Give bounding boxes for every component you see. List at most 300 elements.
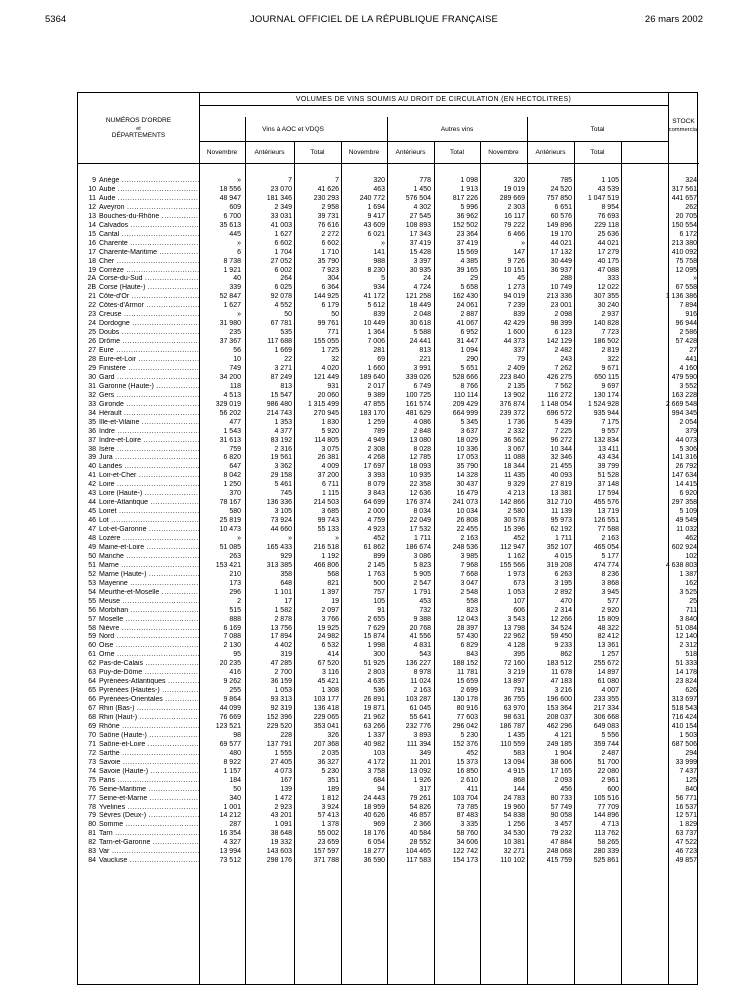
total-total: 2 937 xyxy=(601,311,619,319)
dept-number: 19 xyxy=(88,266,96,274)
autres-anterieurs: 4 831 xyxy=(413,642,431,650)
stock-commercial: 75 758 xyxy=(675,257,697,265)
dept-number: 58 xyxy=(88,624,96,632)
dept-name: Saône-et-Loire ..... xyxy=(99,741,199,750)
autres-total: 58 760 xyxy=(456,830,478,838)
aoc-novembre: 20 235 xyxy=(219,660,241,668)
total-total: 8 954 xyxy=(601,203,619,211)
autres-anterieurs: 13 080 xyxy=(409,436,431,444)
table-row xyxy=(78,786,699,795)
total-anterieurs: 456 xyxy=(560,785,572,793)
autres-total: 823 xyxy=(466,606,478,614)
table-row xyxy=(78,589,699,598)
table-row xyxy=(78,329,699,338)
aoc-total: 2 958 xyxy=(321,203,339,211)
aoc-total: 3 766 xyxy=(321,615,339,623)
aoc-total: 2 272 xyxy=(321,230,339,238)
aoc-total: 1 115 xyxy=(322,490,339,498)
total-novembre: 7 239 xyxy=(507,302,525,310)
stock-commercial: 916 xyxy=(685,311,697,319)
autres-novembre: 24 443 xyxy=(363,794,385,802)
aoc-novembre: 56 202 xyxy=(219,409,241,417)
aoc-novembre: 34 200 xyxy=(219,373,241,381)
dept-name: Savoie (Haute-) ..... xyxy=(99,768,199,777)
total-anterieurs: 10 749 xyxy=(550,284,572,292)
dept-name: Eure ..... xyxy=(99,347,199,356)
total-novembre: 142 866 xyxy=(499,499,525,507)
stock-commercial: 4 638 803 xyxy=(665,561,697,569)
autres-total: 248 536 xyxy=(452,543,478,551)
aoc-anterieurs: 1 353 xyxy=(274,418,292,426)
total-novembre: 223 840 xyxy=(499,373,525,381)
total-total: 359 744 xyxy=(593,740,619,748)
total-total: 1 105 xyxy=(601,177,619,184)
total-novembre: 3 543 xyxy=(507,615,525,623)
aoc-anterieurs: 1 627 xyxy=(274,230,292,238)
autres-total: 10 034 xyxy=(456,508,478,516)
total-anterieurs: 98 399 xyxy=(550,320,572,328)
aoc-novembre: 44 099 xyxy=(219,705,241,713)
autres-anterieurs: 8 028 xyxy=(413,445,431,453)
autres-novembre: 8 079 xyxy=(367,481,385,489)
dept-number: 34 xyxy=(88,409,96,417)
autres-total: 2 887 xyxy=(460,311,478,319)
stock-commercial: 14 178 xyxy=(675,669,697,677)
col-header-novembre: Novembre xyxy=(206,149,238,156)
stock-commercial: 150 554 xyxy=(671,221,697,229)
total-anterieurs: 80 733 xyxy=(550,794,572,802)
aoc-novembre: 416 xyxy=(229,669,241,677)
aoc-anterieurs: 2 700 xyxy=(274,669,292,677)
total-anterieurs: 415 759 xyxy=(546,857,572,865)
dept-header-line1: NUMÉROS D'ORDRE xyxy=(105,117,172,124)
dept-name: Tarn-et-Garonne ..... xyxy=(99,839,199,848)
total-novembre: 32 271 xyxy=(503,848,525,856)
table-row xyxy=(78,401,699,410)
total-novembre: 79 222 xyxy=(503,221,525,229)
dept-number: 26 xyxy=(88,338,96,346)
aoc-novembre: 9 864 xyxy=(223,696,241,704)
aoc-novembre: 50 xyxy=(233,785,241,793)
total-anterieurs: 17 165 xyxy=(550,767,572,775)
autres-anterieurs: 11 201 xyxy=(410,758,431,766)
total-anterieurs: 60 576 xyxy=(550,212,572,220)
dept-number: 25 xyxy=(88,329,96,337)
dept-name: Rhin (Bas-) ..... xyxy=(99,705,199,714)
autres-anterieurs: 6 749 xyxy=(413,382,431,390)
table-row xyxy=(78,302,699,311)
aoc-novembre: 759 xyxy=(229,445,241,453)
stock-commercial: 46 723 xyxy=(675,848,697,856)
autres-novembre: 2 017 xyxy=(367,382,385,390)
total-anterieurs: 7 562 xyxy=(554,382,572,390)
autres-total: 188 152 xyxy=(452,660,478,668)
table-row xyxy=(78,267,699,276)
total-anterieurs: 95 973 xyxy=(550,517,572,525)
total-novembre: 337 xyxy=(513,347,525,355)
dept-name: Sarthe ..... xyxy=(99,750,199,759)
dept-name: Saône (Haute-) ..... xyxy=(99,732,199,741)
stock-commercial: 96 944 xyxy=(675,320,697,328)
aoc-novembre: 4 327 xyxy=(223,839,241,847)
wine-volume-table xyxy=(77,92,698,985)
total-novembre: 18 344 xyxy=(503,463,525,471)
total-novembre: 6 466 xyxy=(507,230,525,238)
aoc-total: 466 806 xyxy=(313,561,339,569)
total-anterieurs: 116 272 xyxy=(547,391,572,399)
total-novembre: 13 897 xyxy=(503,678,525,686)
dept-name: Vaucluse ..... xyxy=(99,857,199,866)
dept-name: Rhin (Haut-) ..... xyxy=(99,714,199,723)
dept-number: 78 xyxy=(88,803,96,811)
autres-total: 130 178 xyxy=(452,696,478,704)
dept-name: Ille-et-Vilaine ..... xyxy=(99,419,199,428)
total-novembre: 112 947 xyxy=(500,543,525,551)
autres-anterieurs: 24 441 xyxy=(409,338,431,346)
aoc-anterieurs: 29 158 xyxy=(270,472,292,480)
stock-commercial: 11 032 xyxy=(676,526,697,534)
dept-number: 24 xyxy=(88,320,96,328)
aoc-total: 144 925 xyxy=(313,293,339,301)
total-total: 233 355 xyxy=(593,696,619,704)
total-total: 217 334 xyxy=(593,705,619,713)
total-anterieurs: 90 058 xyxy=(550,812,572,820)
autres-novembre: 5 612 xyxy=(367,302,385,310)
autres-novembre: 1 364 xyxy=(367,329,385,337)
autres-total: 41 067 xyxy=(456,320,478,328)
aoc-anterieurs: 214 743 xyxy=(266,409,292,417)
total-anterieurs: 7 225 xyxy=(554,427,572,435)
autres-anterieurs: 54 826 xyxy=(409,803,431,811)
dept-name: Oise ..... xyxy=(99,642,199,651)
total-novembre: 1 256 xyxy=(507,821,525,829)
stock-commercial: 1 136 386 xyxy=(665,293,697,301)
aoc-anterieurs: 1 053 xyxy=(274,687,292,695)
stock-commercial: 57 428 xyxy=(675,338,697,346)
autres-novembre: 1 763 xyxy=(367,570,385,578)
autres-novembre: 684 xyxy=(373,776,385,784)
autres-novembre: 19 871 xyxy=(363,705,385,713)
stock-commercial: 102 xyxy=(685,552,697,560)
total-total: 48 322 xyxy=(597,624,619,632)
aoc-total: 7 xyxy=(335,177,339,184)
autres-novembre: 899 xyxy=(373,552,385,560)
dept-number: 40 xyxy=(88,463,96,471)
autres-total: 8 766 xyxy=(460,382,478,390)
autres-novembre: 4 635 xyxy=(367,678,385,686)
aoc-anterieurs: 6 025 xyxy=(274,284,292,292)
dept-number: 61 xyxy=(88,651,96,659)
table-row xyxy=(78,356,699,365)
autres-novembre: 1 259 xyxy=(367,418,385,426)
aoc-total: 6 179 xyxy=(321,302,339,310)
autres-total: 162 430 xyxy=(452,293,478,301)
dept-name: Corse (Haute-) ..... xyxy=(99,284,199,293)
autres-anterieurs: 3 893 xyxy=(413,731,431,739)
aoc-total: 6 711 xyxy=(322,481,339,489)
autres-total: 30 437 xyxy=(456,481,478,489)
autres-anterieurs: 543 xyxy=(419,651,431,659)
autres-anterieurs: 3 086 xyxy=(413,552,431,560)
dept-name: Indre ..... xyxy=(99,428,199,437)
dept-number: 35 xyxy=(88,418,96,426)
aoc-total: 1 725 xyxy=(321,347,339,355)
total-anterieurs: 7 262 xyxy=(554,364,572,372)
stock-commercial: 441 657 xyxy=(671,194,697,202)
table-row xyxy=(78,687,699,696)
dept-number: 70 xyxy=(88,731,96,739)
dept-name: Côtes-d'Armor ..... xyxy=(99,302,199,311)
aoc-novembre: 647 xyxy=(229,463,241,471)
total-anterieurs: 208 037 xyxy=(546,714,572,721)
dept-header-line2: et xyxy=(136,126,141,132)
aoc-total: 24 982 xyxy=(317,633,339,641)
dept-name: Somme ..... xyxy=(99,821,199,830)
autres-anterieurs: 18 449 xyxy=(409,302,431,310)
dept-number: 82 xyxy=(88,839,96,847)
dept-name: Gard ..... xyxy=(99,374,199,383)
total-total: 77 588 xyxy=(597,526,619,534)
aoc-anterieurs: 4 552 xyxy=(274,302,292,310)
table-row xyxy=(78,714,699,723)
aoc-total: 353 041 xyxy=(313,722,339,730)
stock-commercial: 410 092 xyxy=(671,248,697,256)
aoc-total: 35 790 xyxy=(317,257,339,265)
stock-commercial: 163 228 xyxy=(671,391,697,399)
aoc-total: 3 116 xyxy=(322,669,339,677)
autres-novembre: 4 949 xyxy=(367,436,385,444)
autres-novembre: 240 772 xyxy=(359,194,385,202)
total-total: 333 xyxy=(607,275,619,283)
aoc-anterieurs: 358 xyxy=(280,570,292,578)
autres-novembre: 452 xyxy=(373,535,385,542)
aoc-total: 41 626 xyxy=(317,185,339,193)
total-novembre: 1 973 xyxy=(507,570,525,578)
autres-total: 16 850 xyxy=(456,767,478,775)
stock-commercial: 313 697 xyxy=(671,696,697,704)
total-anterieurs: 47 183 xyxy=(550,678,572,686)
aoc-total: 931 xyxy=(327,382,339,390)
autres-anterieurs: 18 093 xyxy=(409,463,431,471)
total-anterieurs: 34 524 xyxy=(550,624,572,632)
table-row xyxy=(78,454,699,463)
table-row xyxy=(78,750,699,759)
total-novembre: 3 067 xyxy=(507,445,525,453)
aoc-total: 114 805 xyxy=(314,436,339,444)
autres-total: 5 658 xyxy=(460,284,478,292)
autres-anterieurs: 161 574 xyxy=(405,400,431,408)
aoc-anterieurs: 3 362 xyxy=(274,463,292,471)
autres-anterieurs: 17 343 xyxy=(409,230,431,238)
autres-novembre: » xyxy=(381,239,385,247)
autres-total: 2 610 xyxy=(460,776,478,784)
autres-anterieurs: 10 935 xyxy=(409,472,431,480)
dept-number: 77 xyxy=(88,794,96,802)
total-anterieurs: 2 482 xyxy=(554,347,572,355)
aoc-anterieurs: 986 480 xyxy=(266,400,292,408)
autres-total: 452 xyxy=(466,749,478,757)
total-novembre: 2 409 xyxy=(507,364,525,372)
aoc-anterieurs: 41 003 xyxy=(270,221,292,229)
autres-novembre: 1 694 xyxy=(367,203,385,211)
aoc-total: 5 920 xyxy=(321,427,339,435)
dept-name: Puy-de-Dôme ..... xyxy=(99,669,199,678)
total-total: 77 709 xyxy=(597,803,619,811)
aoc-novembre: 118 xyxy=(229,382,241,390)
total-novembre: 9 329 xyxy=(507,481,525,489)
total-total: 8 236 xyxy=(601,570,619,578)
autres-novembre: 5 xyxy=(381,275,385,283)
total-anterieurs: 142 129 xyxy=(546,338,572,346)
autres-anterieurs: 453 xyxy=(419,597,431,605)
table-row xyxy=(78,696,699,705)
aoc-novembre: 1 250 xyxy=(223,481,241,489)
dept-number: 44 xyxy=(88,499,96,507)
autres-anterieurs: 1 711 xyxy=(414,535,431,542)
journal-title: JOURNAL OFFICIEL DE LA RÉPUBLIQUE FRANÇAISE xyxy=(249,14,499,25)
total-novembre: 239 372 xyxy=(499,409,525,417)
aoc-anterieurs: 1 582 xyxy=(274,606,292,614)
total-novembre: 2 303 xyxy=(507,203,525,211)
total-novembre: 36 562 xyxy=(503,436,525,444)
aoc-total: 36 327 xyxy=(317,758,339,766)
total-novembre: 395 xyxy=(513,651,525,659)
autres-total: 77 603 xyxy=(456,714,478,721)
total-novembre: 1 162 xyxy=(507,552,525,560)
autres-anterieurs: 339 026 xyxy=(405,373,431,381)
total-novembre: 320 xyxy=(513,177,525,184)
total-anterieurs: 3 457 xyxy=(554,821,572,829)
stock-commercial: 3 525 xyxy=(679,588,697,596)
stock-commercial: 147 634 xyxy=(671,472,697,480)
total-novembre: 2 580 xyxy=(507,508,525,516)
dept-number: 74 xyxy=(88,767,96,775)
autres-total: 296 042 xyxy=(452,722,478,730)
autres-novembre: 18 277 xyxy=(363,848,385,856)
total-anterieurs: 470 xyxy=(560,597,572,605)
dept-name: Tarn ..... xyxy=(99,830,199,839)
autres-anterieurs: 108 893 xyxy=(405,221,431,229)
autres-anterieurs: 232 776 xyxy=(405,722,431,730)
aoc-anterieurs: 319 xyxy=(280,651,292,659)
total-anterieurs: 23 001 xyxy=(550,302,572,310)
total-anterieurs: 3 195 xyxy=(554,579,572,587)
total-novembre: 1 053 xyxy=(507,588,525,596)
dept-name: Jura ..... xyxy=(99,454,199,463)
autres-anterieurs: 111 394 xyxy=(406,740,431,748)
aoc-novembre: 370 xyxy=(229,490,241,498)
total-anterieurs: 24 520 xyxy=(550,185,572,193)
total-novembre: 9 726 xyxy=(507,257,525,265)
autres-total: 7 968 xyxy=(460,561,478,569)
aoc-anterieurs: 87 249 xyxy=(270,373,292,381)
aoc-novembre: 6 169 xyxy=(223,624,241,632)
table-row xyxy=(78,633,699,642)
stock-commercial: 518 xyxy=(685,651,697,659)
aoc-anterieurs: 93 313 xyxy=(270,696,292,704)
autres-total: 4 385 xyxy=(460,257,478,265)
aoc-anterieurs: 2 923 xyxy=(274,803,292,811)
autres-anterieurs: 46 857 xyxy=(409,812,431,820)
stock-commercial: 626 xyxy=(685,687,697,695)
table-row xyxy=(78,186,699,195)
total-novembre: 10 151 xyxy=(503,266,525,274)
total-total: 474 774 xyxy=(593,561,619,569)
aoc-anterieurs: 264 xyxy=(280,275,292,283)
table-row xyxy=(78,741,699,750)
aoc-anterieurs: 19 561 xyxy=(270,454,292,462)
aoc-total: 568 xyxy=(327,570,339,578)
stock-commercial: 4 160 xyxy=(679,364,697,372)
total-novembre: 44 373 xyxy=(503,338,525,346)
dept-name: Moselle ..... xyxy=(99,616,199,625)
autres-total: 12 043 xyxy=(456,615,478,623)
dept-number: 62 xyxy=(88,660,96,668)
total-novembre: 15 396 xyxy=(503,526,525,534)
aoc-total: 1 397 xyxy=(321,588,339,596)
autres-anterieurs: 4 724 xyxy=(413,284,431,292)
total-total: 30 240 xyxy=(597,302,619,310)
aoc-novembre: » xyxy=(237,239,241,247)
aoc-novembre: 2 130 xyxy=(223,642,241,650)
aoc-anterieurs: 745 xyxy=(280,490,292,498)
aoc-total: 157 597 xyxy=(313,848,339,856)
dept-name: Dordogne ..... xyxy=(99,320,199,329)
aoc-anterieurs: 47 285 xyxy=(270,660,292,668)
dept-name: Aveyron ..... xyxy=(99,204,199,213)
autres-total: 817 226 xyxy=(452,194,478,202)
aoc-novembre: 287 xyxy=(229,821,241,829)
dept-name: Aube ..... xyxy=(99,186,199,195)
autres-total: 28 397 xyxy=(456,624,478,632)
dept-number: 30 xyxy=(88,373,96,381)
stock-commercial: 262 xyxy=(685,203,697,211)
aoc-anterieurs: 7 xyxy=(288,177,292,184)
autres-novembre: 2 145 xyxy=(367,561,385,569)
stock-commercial: 12 140 xyxy=(675,633,697,641)
aoc-anterieurs: 73 924 xyxy=(270,517,292,525)
total-novembre: 791 xyxy=(513,687,525,695)
stock-commercial: 687 506 xyxy=(671,740,697,748)
group-autres-header: Autres vins xyxy=(440,126,474,133)
total-novembre: 22 962 xyxy=(503,633,525,641)
autres-novembre: 536 xyxy=(373,687,385,695)
total-novembre: 4 128 xyxy=(507,642,525,650)
autres-total: 80 916 xyxy=(456,705,478,713)
autres-novembre: 2 803 xyxy=(367,669,385,677)
table-row xyxy=(78,526,699,535)
dept-number: 2A xyxy=(87,275,96,283)
col-header-novembre: Novembre xyxy=(488,149,519,156)
autres-total: 15 373 xyxy=(456,758,478,766)
autres-anterieurs: 481 629 xyxy=(405,409,431,417)
total-novembre: 452 xyxy=(513,535,525,542)
total-novembre: 868 xyxy=(513,776,525,784)
dept-name: Charente-Maritime ..... xyxy=(99,249,199,258)
dept-number: 43 xyxy=(88,490,96,498)
autres-novembre: 91 xyxy=(377,606,385,614)
total-novembre: 36 755 xyxy=(503,696,525,704)
aoc-anterieurs: » xyxy=(288,535,292,542)
autres-anterieurs: 186 674 xyxy=(405,543,431,551)
total-total: 9 671 xyxy=(601,364,619,372)
aoc-total: 371 788 xyxy=(313,857,339,865)
table-row xyxy=(78,320,699,329)
autres-anterieurs: 5 823 xyxy=(413,561,431,569)
total-anterieurs: 785 xyxy=(560,177,572,184)
autres-total: 22 455 xyxy=(456,526,478,534)
total-total: 7 723 xyxy=(601,329,619,337)
